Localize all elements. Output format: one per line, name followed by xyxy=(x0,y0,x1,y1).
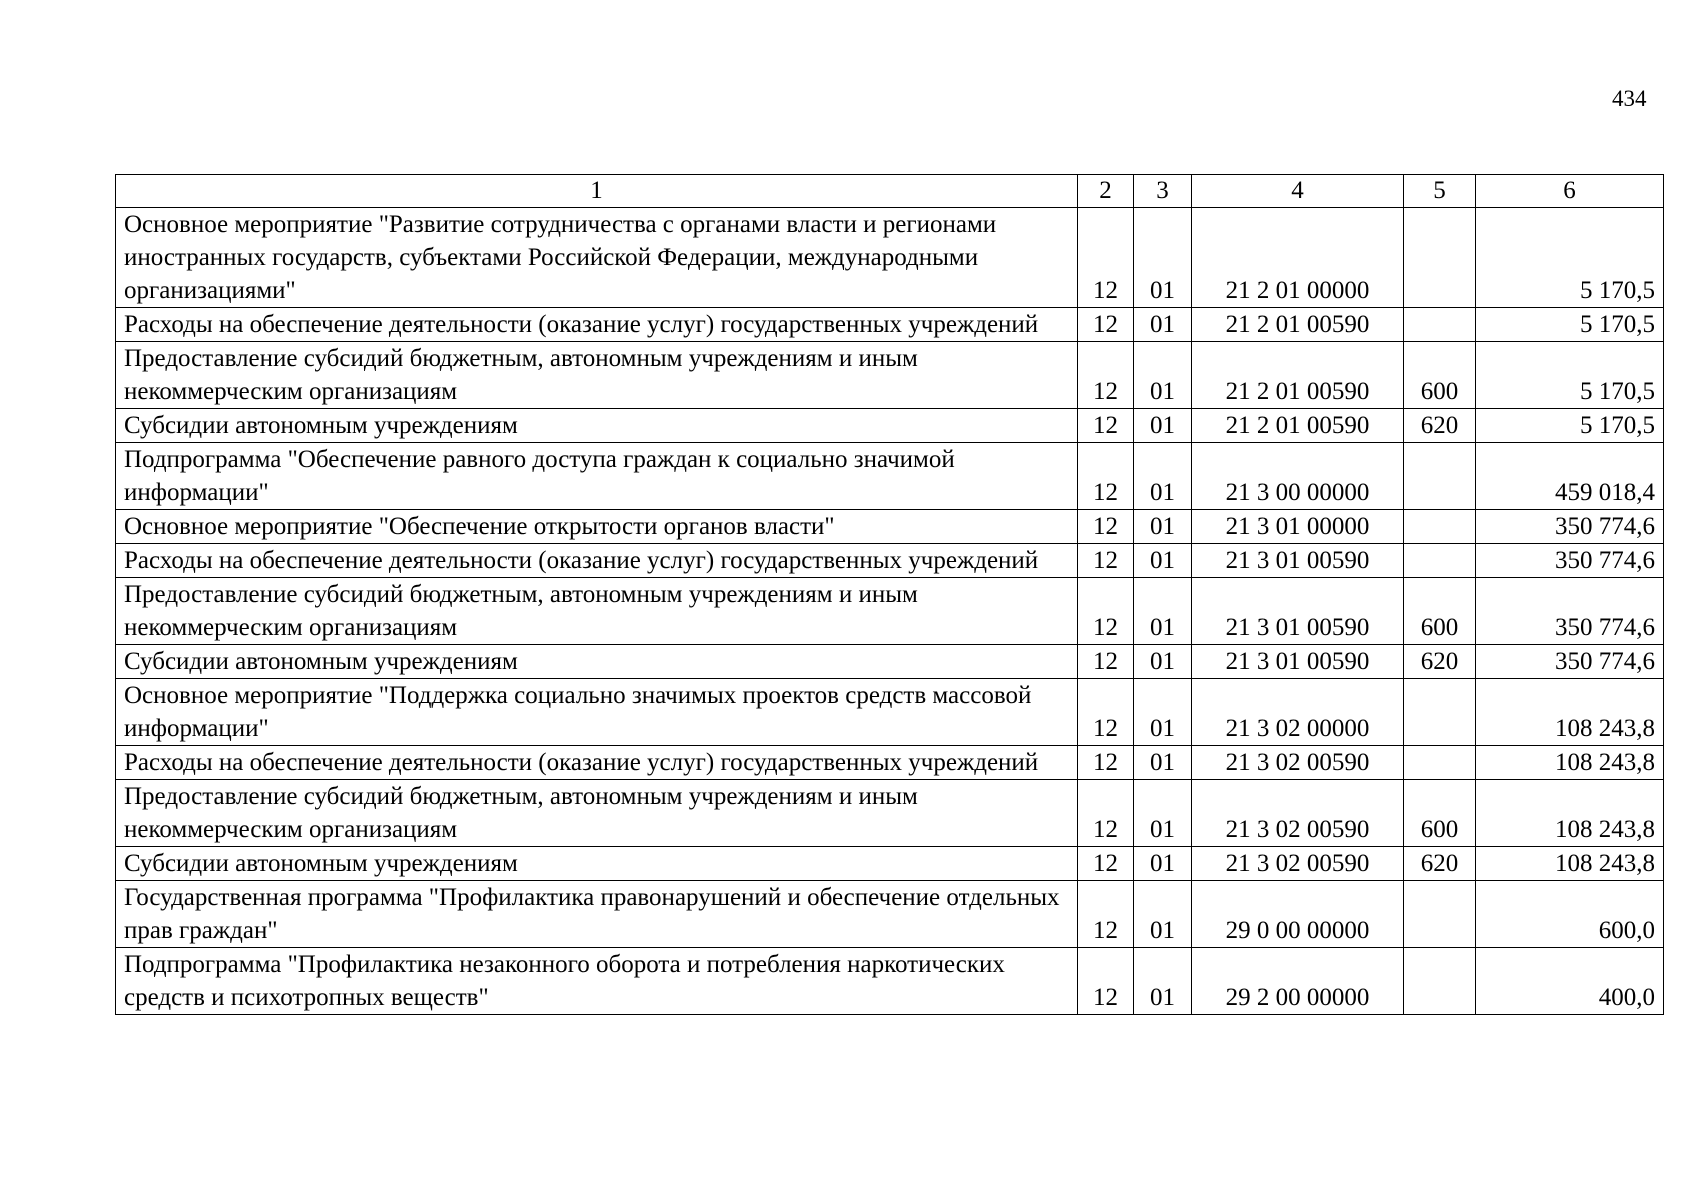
subsection-cell: 01 xyxy=(1134,881,1192,948)
row-name-cell: Основное мероприятие "Обеспечение открытости органов власти" xyxy=(116,510,1078,544)
row-name-cell: Государственная программа "Профилактика правонарушений и обеспечение отдельных прав граждан" xyxy=(116,881,1078,948)
table-row xyxy=(116,544,1664,578)
section-cell: 12 xyxy=(1078,409,1134,443)
amount-cell: 350 774,6 xyxy=(1476,578,1664,645)
section-cell: 12 xyxy=(1078,208,1134,308)
row-name-cell: Субсидии автономным учреждениям xyxy=(116,409,1078,443)
target-article-cell: 21 2 01 00590 xyxy=(1192,308,1404,342)
table-row xyxy=(116,342,1664,409)
budget-table xyxy=(115,174,1664,1015)
subsection-cell: 01 xyxy=(1134,342,1192,409)
row-name-cell: Основное мероприятие "Поддержка социально значимых проектов средств массовой информации" xyxy=(116,679,1078,746)
table-row xyxy=(116,746,1664,780)
subsection-cell: 01 xyxy=(1134,544,1192,578)
column-header: 5 xyxy=(1404,175,1476,208)
amount-cell: 5 170,5 xyxy=(1476,208,1664,308)
amount-cell: 108 243,8 xyxy=(1476,847,1664,881)
amount-cell: 350 774,6 xyxy=(1476,544,1664,578)
amount-cell: 600,0 xyxy=(1476,881,1664,948)
target-article-cell: 21 2 01 00590 xyxy=(1192,409,1404,443)
amount-cell: 5 170,5 xyxy=(1476,342,1664,409)
row-name-cell: Предоставление субсидий бюджетным, автономным учреждениям и иным некоммерческим организациям xyxy=(116,342,1078,409)
target-article-cell: 21 3 02 00000 xyxy=(1192,679,1404,746)
table-row xyxy=(116,679,1664,746)
amount-cell: 108 243,8 xyxy=(1476,679,1664,746)
subsection-cell: 01 xyxy=(1134,409,1192,443)
subsection-cell: 01 xyxy=(1134,679,1192,746)
table-header-row xyxy=(116,175,1664,208)
amount-cell: 400,0 xyxy=(1476,948,1664,1015)
column-header: 2 xyxy=(1078,175,1134,208)
amount-cell: 350 774,6 xyxy=(1476,510,1664,544)
table-row xyxy=(116,409,1664,443)
row-name-cell: Подпрограмма "Профилактика незаконного оборота и потребления наркотических средств и психотропных веществ" xyxy=(116,948,1078,1015)
table-row xyxy=(116,645,1664,679)
table-row xyxy=(116,847,1664,881)
row-name-cell: Субсидии автономным учреждениям xyxy=(116,645,1078,679)
section-cell: 12 xyxy=(1078,645,1134,679)
section-cell: 12 xyxy=(1078,443,1134,510)
row-name-cell: Предоставление субсидий бюджетным, автономным учреждениям и иным некоммерческим организациям xyxy=(116,780,1078,847)
expense-type-cell: 600 xyxy=(1404,578,1476,645)
subsection-cell: 01 xyxy=(1134,443,1192,510)
section-cell: 12 xyxy=(1078,780,1134,847)
subsection-cell: 01 xyxy=(1134,208,1192,308)
row-name-cell: Субсидии автономным учреждениям xyxy=(116,847,1078,881)
amount-cell: 108 243,8 xyxy=(1476,780,1664,847)
amount-cell: 459 018,4 xyxy=(1476,443,1664,510)
subsection-cell: 01 xyxy=(1134,645,1192,679)
expense-type-cell xyxy=(1404,544,1476,578)
target-article-cell: 21 3 01 00590 xyxy=(1192,544,1404,578)
subsection-cell: 01 xyxy=(1134,510,1192,544)
target-article-cell: 21 3 01 00000 xyxy=(1192,510,1404,544)
target-article-cell: 21 3 02 00590 xyxy=(1192,780,1404,847)
column-header: 1 xyxy=(116,175,1078,208)
subsection-cell: 01 xyxy=(1134,948,1192,1015)
target-article-cell: 21 2 01 00000 xyxy=(1192,208,1404,308)
expense-type-cell xyxy=(1404,881,1476,948)
target-article-cell: 21 2 01 00590 xyxy=(1192,342,1404,409)
expense-type-cell: 620 xyxy=(1404,645,1476,679)
section-cell: 12 xyxy=(1078,679,1134,746)
amount-cell: 108 243,8 xyxy=(1476,746,1664,780)
target-article-cell: 29 2 00 00000 xyxy=(1192,948,1404,1015)
row-name-cell: Расходы на обеспечение деятельности (оказание услуг) государственных учреждений xyxy=(116,544,1078,578)
table-row xyxy=(116,948,1664,1015)
expense-type-cell xyxy=(1404,679,1476,746)
expense-type-cell: 600 xyxy=(1404,342,1476,409)
table-row xyxy=(116,443,1664,510)
subsection-cell: 01 xyxy=(1134,578,1192,645)
target-article-cell: 21 3 01 00590 xyxy=(1192,578,1404,645)
expense-type-cell xyxy=(1404,510,1476,544)
subsection-cell: 01 xyxy=(1134,847,1192,881)
target-article-cell: 29 0 00 00000 xyxy=(1192,881,1404,948)
page-number: 434 xyxy=(1612,86,1647,111)
subsection-cell: 01 xyxy=(1134,746,1192,780)
column-header: 4 xyxy=(1192,175,1404,208)
section-cell: 12 xyxy=(1078,544,1134,578)
expense-type-cell xyxy=(1404,948,1476,1015)
expense-type-cell: 600 xyxy=(1404,780,1476,847)
row-name-cell: Расходы на обеспечение деятельности (оказание услуг) государственных учреждений xyxy=(116,746,1078,780)
section-cell: 12 xyxy=(1078,881,1134,948)
target-article-cell: 21 3 02 00590 xyxy=(1192,746,1404,780)
table-row xyxy=(116,881,1664,948)
section-cell: 12 xyxy=(1078,948,1134,1015)
row-name-cell: Расходы на обеспечение деятельности (оказание услуг) государственных учреждений xyxy=(116,308,1078,342)
section-cell: 12 xyxy=(1078,308,1134,342)
section-cell: 12 xyxy=(1078,746,1134,780)
section-cell: 12 xyxy=(1078,847,1134,881)
table-row xyxy=(116,510,1664,544)
expense-type-cell: 620 xyxy=(1404,847,1476,881)
expense-type-cell: 620 xyxy=(1404,409,1476,443)
table-row xyxy=(116,308,1664,342)
table-row xyxy=(116,208,1664,308)
column-header: 3 xyxy=(1134,175,1192,208)
amount-cell: 5 170,5 xyxy=(1476,409,1664,443)
target-article-cell: 21 3 01 00590 xyxy=(1192,645,1404,679)
expense-type-cell xyxy=(1404,208,1476,308)
target-article-cell: 21 3 02 00590 xyxy=(1192,847,1404,881)
table-row xyxy=(116,578,1664,645)
expense-type-cell xyxy=(1404,443,1476,510)
row-name-cell: Предоставление субсидий бюджетным, автономным учреждениям и иным некоммерческим организациям xyxy=(116,578,1078,645)
expense-type-cell xyxy=(1404,308,1476,342)
row-name-cell: Основное мероприятие "Развитие сотрудничества с органами власти и регионами иностранных государств, субъектами Российской Федерации, международными организациями" xyxy=(116,208,1078,308)
table-row xyxy=(116,780,1664,847)
amount-cell: 5 170,5 xyxy=(1476,308,1664,342)
subsection-cell: 01 xyxy=(1134,308,1192,342)
amount-cell: 350 774,6 xyxy=(1476,645,1664,679)
row-name-cell: Подпрограмма "Обеспечение равного доступа граждан к социально значимой информации" xyxy=(116,443,1078,510)
section-cell: 12 xyxy=(1078,578,1134,645)
target-article-cell: 21 3 00 00000 xyxy=(1192,443,1404,510)
column-header: 6 xyxy=(1476,175,1664,208)
expense-type-cell xyxy=(1404,746,1476,780)
section-cell: 12 xyxy=(1078,342,1134,409)
subsection-cell: 01 xyxy=(1134,780,1192,847)
section-cell: 12 xyxy=(1078,510,1134,544)
